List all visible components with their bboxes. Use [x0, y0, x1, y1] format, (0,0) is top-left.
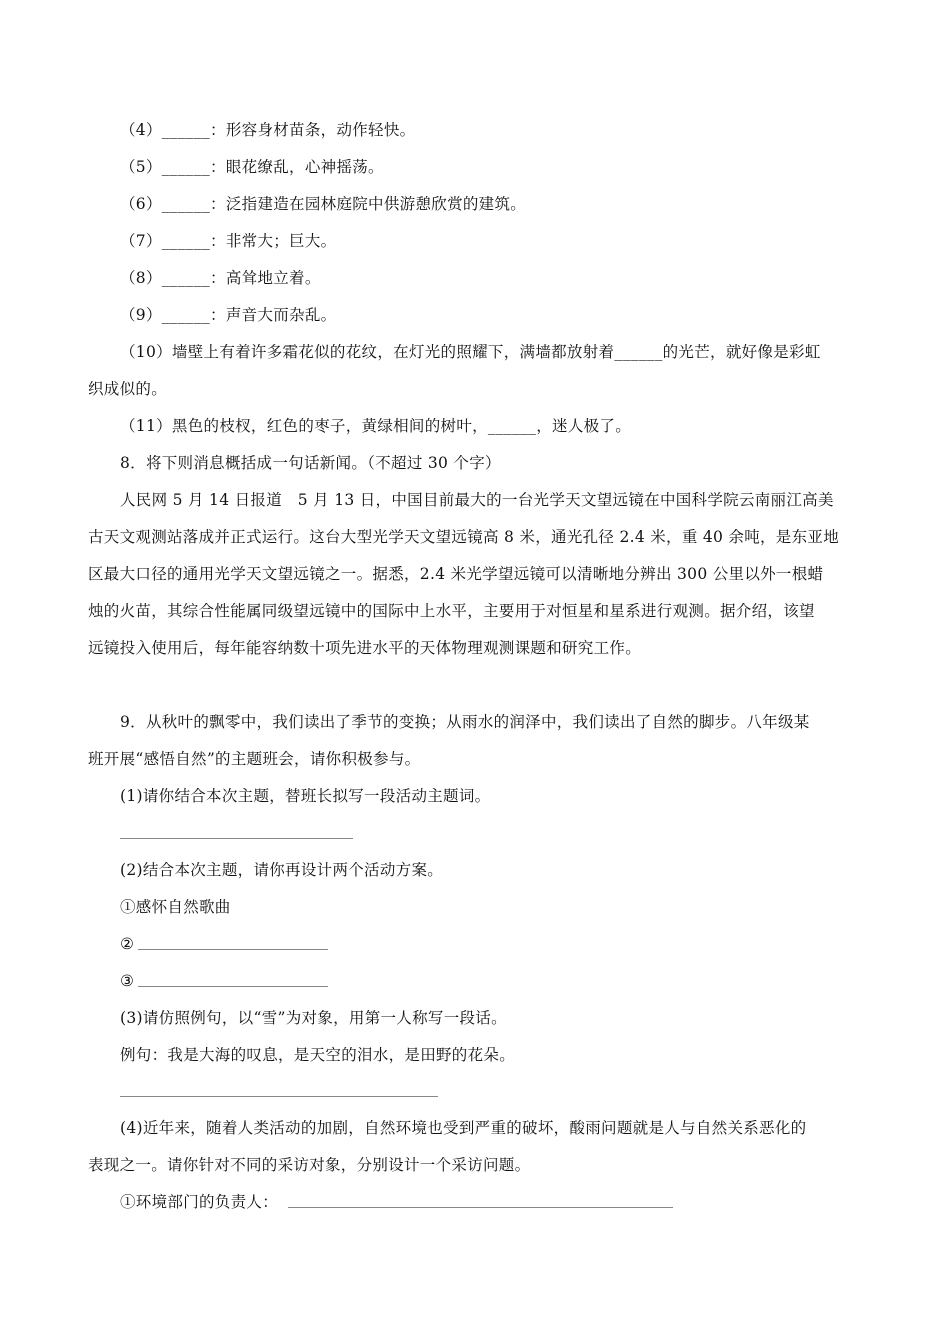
- answer-line-interview-1[interactable]: [288, 1207, 673, 1208]
- item-8: （8）______：高耸地立着。: [120, 269, 321, 287]
- item-11: （11）黑色的枝杈，红色的枣子，黄绿相间的树叶，______，迷人极了。: [120, 417, 632, 435]
- news-line-1: 人民网 5 月 14 日报道 5 月 13 日，中国目前最大的一台光学天文望远镜在中国科学院云南丽江高美: [120, 491, 834, 509]
- item-6: （6）______：泛指建造在园林庭院中供游憩欣赏的建筑。: [120, 195, 527, 213]
- item-10-line1: （10）墙壁上有着许多霜花似的花纹，在灯光的照耀下，满墙都放射着______的光芒，就好像是彩虹: [120, 343, 821, 361]
- activity-option-1: ①感怀自然歌曲: [120, 898, 231, 916]
- item-7: （7）______：非常大；巨大。: [120, 232, 337, 250]
- item-5: （5）______：眼花缭乱，心神摇荡。: [120, 158, 384, 176]
- news-line-4: 烛的火苗，其综合性能属同级望远镜中的国际中上水平，主要用于对恒星和星系进行观测。据介绍，该望: [88, 602, 815, 620]
- news-line-2: 古天文观测站落成并正式运行。这台大型光学天文望远镜高 8 米，通光孔径 2.4 米，重 40 余吨，是东亚地: [88, 528, 839, 546]
- news-line-3: 区最大口径的通用光学天文望远镜之一。据悉，2.4 米光学望远镜可以清晰地分辨出 300 公里以外一根蜡: [88, 565, 824, 583]
- answer-line-snow[interactable]: [120, 1096, 438, 1097]
- answer-line-activity-2[interactable]: [138, 949, 328, 950]
- question-9-intro-line2: 班开展“感悟自然”的主题班会，请你积极参与。: [88, 750, 421, 768]
- question-9-sub-4-line1: (4)近年来，随着人类活动的加剧，自然环境也受到严重的破坏，酸雨问题就是人与自然关系恶化的: [120, 1119, 807, 1137]
- activity-option-2-label: ②: [120, 935, 135, 953]
- question-9-sub-2: (2)结合本次主题，请你再设计两个活动方案。: [120, 861, 444, 879]
- activity-option-3-label: ③: [120, 972, 135, 990]
- question-8-prompt: 8．将下则消息概括成一句话新闻。（不超过 30 个字）: [120, 454, 501, 472]
- interview-target-1: ①环境部门的负责人：: [120, 1193, 279, 1211]
- answer-line-activity-3[interactable]: [138, 986, 328, 987]
- question-9-intro-line1: 9．从秋叶的飘零中，我们读出了季节的变换；从雨水的润泽中，我们读出了自然的脚步。八年级某: [120, 713, 810, 731]
- question-9-sub-1: (1)请你结合本次主题，替班长拟写一段活动主题词。: [120, 787, 491, 805]
- item-9: （9）______：声音大而杂乱。: [120, 306, 337, 324]
- example-sentence: 例句：我是大海的叹息，是天空的泪水，是田野的花朵。: [120, 1046, 516, 1064]
- item-10-line2: 织成似的。: [88, 380, 168, 398]
- question-9-sub-3: (3)请仿照例句，以“雪”为对象，用第一人称写一段话。: [120, 1009, 507, 1027]
- item-4: （4）______：形容身材苗条，动作轻快。: [120, 121, 416, 139]
- news-line-5: 远镜投入使用后，每年能容纳数十项先进水平的天体物理观测课题和研究工作。: [88, 639, 642, 657]
- answer-line-theme[interactable]: [120, 838, 353, 839]
- question-9-sub-4-line2: 表现之一。请你针对不同的采访对象，分别设计一个采访问题。: [88, 1156, 531, 1174]
